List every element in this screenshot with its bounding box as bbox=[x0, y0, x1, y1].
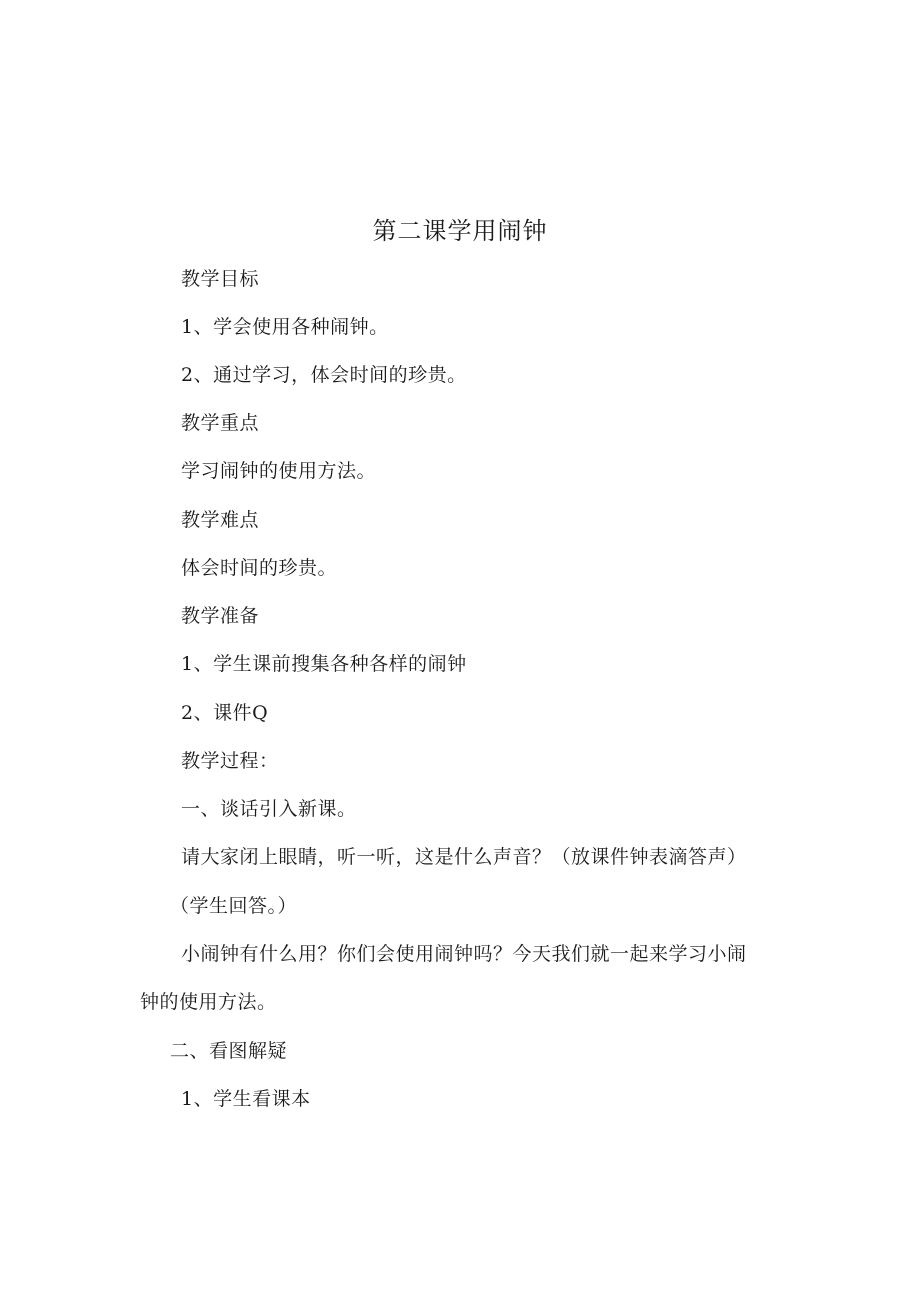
process-paragraph-1: 请大家闭上眼睛，听一听，这是什么声音？（放课件钟表滴答声） bbox=[181, 846, 747, 868]
process-paragraph-2: （学生回答。） bbox=[170, 895, 298, 917]
process-paragraph-3-line-1: 小闹钟有什么用？你们会使用闹钟吗？今天我们就一起来学习小闹 bbox=[181, 943, 747, 965]
preparation-item-2: 2、课件Q bbox=[181, 702, 269, 724]
heading-key-points: 教学重点 bbox=[181, 412, 260, 434]
difficulty-text: 体会时间的珍贵。 bbox=[181, 557, 338, 579]
process-step-1: 一、谈话引入新课。 bbox=[181, 798, 357, 820]
document-title: 第二课学用闹钟 bbox=[372, 217, 548, 245]
key-point-text: 学习闹钟的使用方法。 bbox=[181, 460, 377, 482]
goal-item-1: 1、学会使用各种闹钟。 bbox=[181, 316, 389, 338]
goal-item-2: 2、通过学习，体会时间的珍贵。 bbox=[181, 364, 467, 386]
process-paragraph-3-line-2: 钟的使用方法。 bbox=[140, 991, 277, 1013]
preparation-item-1: 1、学生课前搜集各种各样的闹钟 bbox=[181, 653, 467, 675]
process-step-2: 二、看图解疑 bbox=[170, 1040, 288, 1062]
heading-difficulties: 教学难点 bbox=[181, 509, 260, 531]
heading-preparation: 教学准备 bbox=[181, 605, 260, 627]
heading-process: 教学过程： bbox=[181, 750, 279, 772]
process-step-2-item-1: 1、学生看课本 bbox=[181, 1088, 311, 1110]
heading-teaching-goals: 教学目标 bbox=[181, 268, 260, 290]
